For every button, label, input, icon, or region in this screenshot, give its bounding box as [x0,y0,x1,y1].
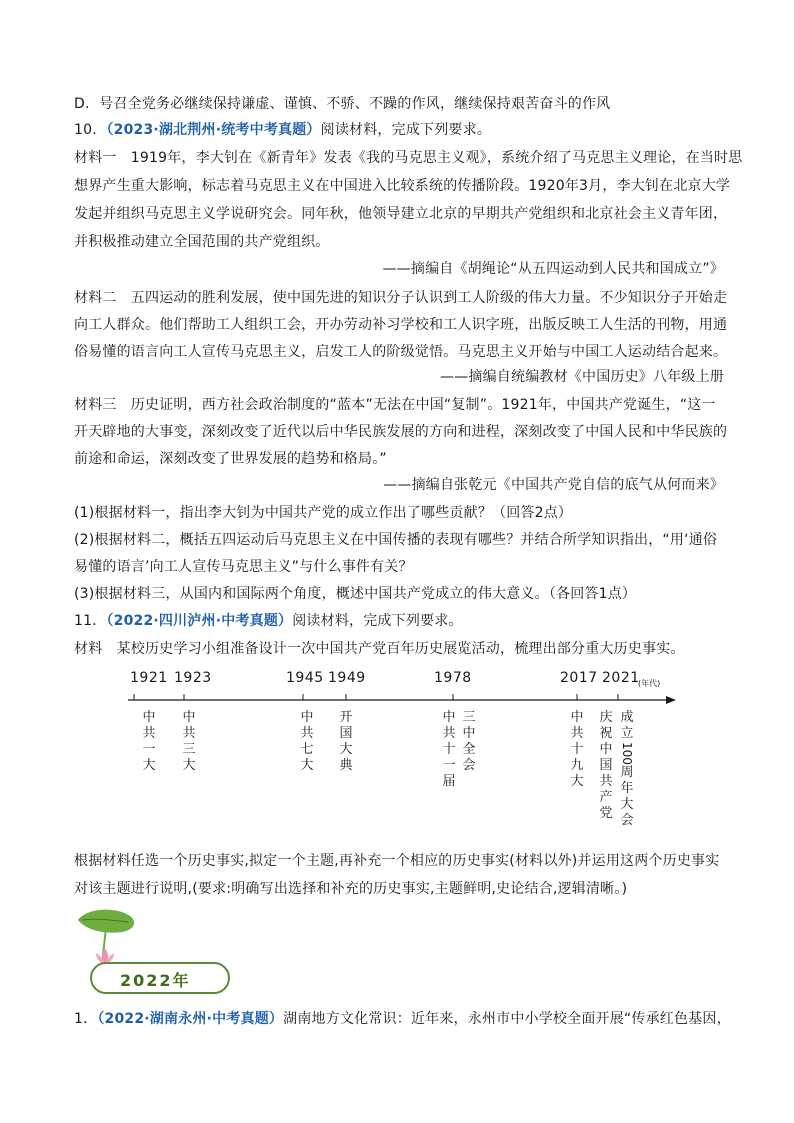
question-prompt: 阅读材料，完成下列要求。 [320,122,492,138]
question-source: （2022·四川泸州·中考真题） [106,613,293,629]
material-3-citation: ——摘编自张乾元《中国共产党自信的底气从何而来》 [383,477,724,493]
timeline-event-label [338,710,354,774]
timeline-label-char: 中 [462,726,476,741]
timeline-label-char: 大 [182,758,196,773]
timeline-arrow [666,696,676,704]
material-2-line: 材料二 五四运动的胜利发展，使中国先进的知识分子认识到工人阶级的伟大力量。不少知识分子开始走 [74,290,728,306]
material-3-line: 前途和命运，深刻改变了世界发展的趋势和格局。” [74,451,387,467]
option-d: D．号召全党务必继续保持谦虚、谨慎、不骄、不躁的作风，继续保持艰苦奋斗的作风 [74,96,611,112]
timeline-label-char: 大 [339,742,353,757]
timeline-label-char: 大 [142,758,156,773]
sub-question-1: (1)根据材料一，指出李大钊为中国共产党的成立作出了哪些贡献？（回答2点） [74,505,573,521]
timeline-event-label [598,710,614,822]
timeline-year: 2021 [602,670,640,686]
timeline-label-char: 共 [570,726,584,741]
timeline-label-char: 国 [599,758,613,773]
timeline-event-label [461,710,477,774]
timeline-label-char: 祝 [599,726,613,741]
timeline-event-label [619,710,635,829]
timeline-year: 1945 [286,670,324,686]
timeline-label-char: 中 [570,710,584,725]
timeline-label-char: 一 [142,742,156,757]
question-11-header [74,608,724,634]
timeline-year: 1949 [328,670,366,686]
timeline-label-char: 年 [620,780,634,796]
timeline-label-char: 产 [599,790,613,805]
question-number: 1． [74,1011,98,1027]
timeline-label-char: 中 [182,710,196,725]
timeline-event-label [141,710,157,774]
timeline-label-char: 三 [462,710,476,725]
timeline-label-char: 国 [339,726,353,741]
timeline-label-char: 大 [620,796,634,812]
timeline-label-char: 立 [620,726,634,741]
timeline-label-char: 开 [339,710,353,725]
timeline-label-char: 十 [442,742,456,757]
timeline-event-label [441,710,457,790]
question-text: 湖南地方文化常识：近年来，永州市中小学校全面开展“传承红色基因， [283,1011,731,1027]
timeline-unit: (年代) [638,679,661,688]
timeline-label-char: 共 [442,726,456,741]
timeline-label-char: 典 [339,758,353,773]
material-1-line: 并积极推动建立全国范围的共产党组织。 [74,234,330,250]
timeline-label-char: 共 [599,774,613,789]
timeline-label-char: 成 [620,710,634,725]
timeline-label-char: 中 [300,710,314,725]
timeline-label-char: 周 [620,764,634,780]
timeline-label-char: 全 [462,742,476,757]
question-prompt: 阅读材料，完成下列要求。 [292,613,463,629]
timeline-label-char: 共 [300,726,314,741]
timeline-label-char: 共 [182,726,196,741]
question-1-header [74,1006,731,1032]
material-3-line: 开天辟地的大事变，深刻改变了近代以后中华民族发展的方向和进程，深刻改变了中国人民和中华民族的 [74,424,728,440]
timeline-label-char: 共 [142,726,156,741]
timeline-label-char: 三 [182,742,196,757]
timeline-year: 1921 [130,670,168,686]
timeline-label-char: 届 [442,774,456,789]
question-number: 10． [74,122,107,138]
material-1-line: 材料一 1919年，李大钊在《新青年》发表《我的马克思主义观》，系统介绍了马克思主义理论，在当时思 [74,150,743,166]
material-1-line: 发起并组织马克思主义学说研究会。同年秋，他领导建立北京的早期共产党组织和北京社会主义青年团， [74,206,728,222]
timeline-label-char: 100 [620,742,634,765]
question-11-material: 材料 某校历史学习小组准备设计一次中国共产党百年历史展览活动，梳理出部分重大历史事实。 [74,641,685,657]
question-10-header [74,117,724,143]
timeline-label-char: 中 [142,710,156,725]
timeline-year: 2017 [560,670,598,686]
timeline-label-char: 会 [620,812,634,828]
year-badge-label: 2022年 [120,971,191,990]
year-badge [90,962,230,994]
sub-question-2-line: (2)根据材料二，概括五四运动后马克思主义在中国传播的表现有哪些？并结合所学知识指出，“用‘通俗 [74,532,718,548]
timeline-label-char: 九 [570,758,584,773]
material-1-line: 想界产生重大影响，标志着马克思主义在中国进入比较系统的传播阶段。1920年3月，李大钊在北京大学 [74,178,731,194]
material-2-citation: ——摘编自统编教材《中国历史》八年级上册 [440,369,724,385]
timeline-label-char: 庆 [599,710,613,725]
timeline-event-label [299,710,315,774]
material-2-line: 俗易懂的语言向工人宣传马克思主义，启发工人的阶级觉悟。马克思主义开始与中国工人运动结合起来。 [74,344,728,360]
sub-question-2-line: 易懂的语言’向工人宣传马克思主义”与什么事件有关？ [74,559,413,575]
question-11-task-line: 对该主题进行说明,(要求:明确写出选择和补充的历史事实,主题鲜明,史论结合,逻辑清晰。) [74,881,628,897]
timeline-year: 1978 [434,670,472,686]
timeline-label-char: 党 [599,806,613,821]
material-1-citation: ——摘编自《胡绳论“从五四运动到人民共和国成立”》 [382,261,724,277]
timeline-label-char: 中 [599,742,613,757]
timeline-event-label [181,710,197,774]
timeline-event-label [569,710,585,790]
timeline-label-char: 十 [570,742,584,757]
timeline-label-char: 会 [462,758,476,773]
section-header [72,908,222,998]
timeline [128,668,688,843]
material-3-line: 材料三 历史证明，西方社会政治制度的“蓝本”无法在中国“复制”。1921年，中国共产党诞生，“这一 [74,397,716,413]
timeline-label-char: 中 [442,710,456,725]
timeline-label-char: 七 [300,742,314,757]
question-source: （2023·湖北荆州·统考中考真题） [106,122,321,138]
material-2-line: 向工人群众。他们帮助工人组织工会，开办劳动补习学校和工人识字班，出版反映工人生活的刊物，用通 [74,317,728,333]
timeline-year: 1923 [174,670,212,686]
question-number: 11． [74,613,107,629]
timeline-label-char: 大 [300,758,314,773]
question-source: （2022·湖南永州·中考真题） [97,1011,284,1027]
timeline-label-char: 大 [570,774,584,789]
timeline-label-char: 一 [442,758,456,773]
question-11-task-line: 根据材料任选一个历史事实,拟定一个主题,再补充一个相应的历史事实(材料以外)并运用这两个历史事实 [74,853,720,869]
sub-question-3: (3)根据材料三，从国内和国际两个角度，概述中国共产党成立的伟大意义。（各回答1点） [74,586,637,602]
